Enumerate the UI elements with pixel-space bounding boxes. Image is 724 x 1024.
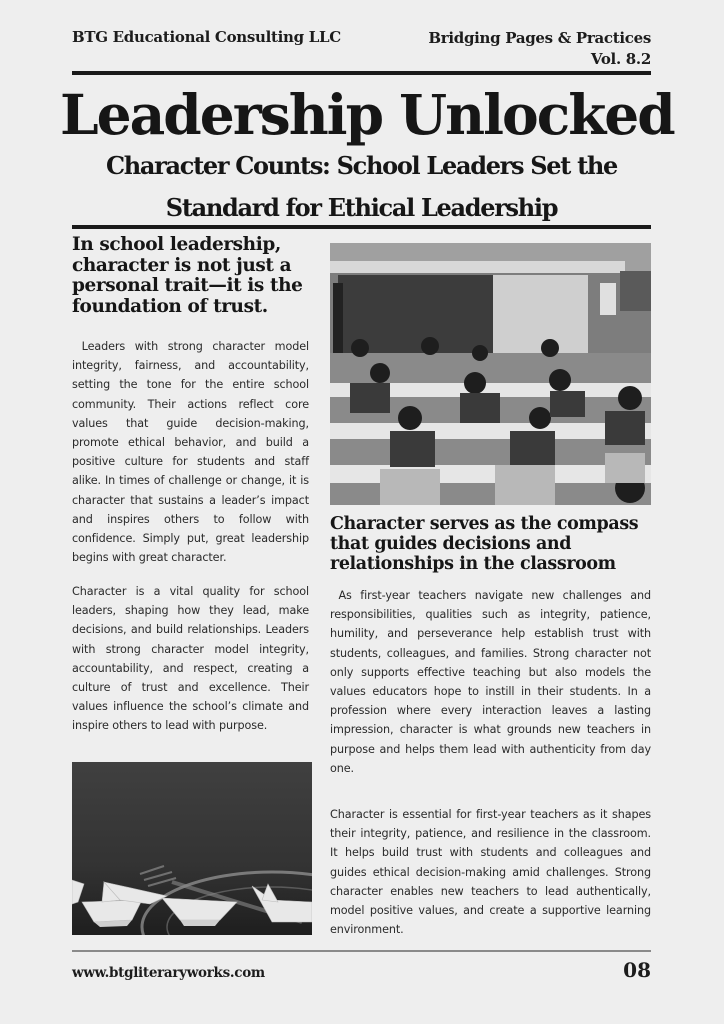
footer-divider <box>72 950 651 952</box>
right-column-heading: Character serves as the compass that guides decisions and relationships in the classroom <box>330 514 639 574</box>
left-column-heading: In school leadership, character is not just a personal trait—it is the foundation of trust. <box>72 234 303 317</box>
classroom-photo <box>330 243 651 505</box>
page-number: 08 <box>623 958 651 982</box>
publication-name: Bridging Pages & Practices <box>428 29 651 47</box>
header-divider <box>72 71 651 75</box>
publication-info <box>428 28 651 70</box>
paper-boats-image <box>72 762 312 935</box>
classroom-illustration <box>330 243 651 505</box>
left-paragraph-1: Leaders with strong character model integrity, fairness, and accountability, setting the tone for the entire school community. Their actions reflect core values that guide decision-making, promote ethical behavior, and build a positive culture for students and staff alike. In times of challenge or change, it is character that sustains a leader’s impact and inspires others to follow with confidence. Simply put, great leadership begins with great character. <box>72 340 309 565</box>
volume-number: Vol. 8.2 <box>590 50 651 68</box>
page-subtitle: Character Counts: School Leaders Set the Standard for Ethical Leadership <box>105 151 618 222</box>
paper-boats-illustration <box>72 762 312 935</box>
website-link[interactable]: www.btgliteraryworks.com <box>72 965 265 981</box>
left-paragraph-2: Character is a vital quality for school leaders, shaping how they lead, make decisions, and build relationships. Leaders with strong character model integrity, accountability, and respect, creating a culture of trust and excellence. Their values influence the school’s climate and inspire others to lead with purpose. <box>72 585 309 733</box>
page-title: Leadership Unlocked <box>60 82 674 147</box>
right-paragraph-1: As first-year teachers navigate new challenges and responsibilities, qualities such as integrity, patience, humility, and perseverance help establish trust with students, colleagues, and families. Strong character not only supports effective teaching but also models the values educators hope to instill in their students. In a profession where every interaction leaves a lasting impression, character is what grounds new teachers in purpose and helps them lead with authenticity from day one. <box>330 589 651 775</box>
publisher-name: BTG Educational Consulting LLC <box>72 28 341 46</box>
right-paragraph-2: Character is essential for first-year teachers as it shapes their integrity, patience, and resilience in the classroom. It helps build trust with students and colleagues and guides ethical decision-making amid challenges. Strong character enables new teachers to lead authentically, model positive values, and create a supportive learning environment. <box>330 808 651 937</box>
masthead-divider <box>72 225 651 229</box>
